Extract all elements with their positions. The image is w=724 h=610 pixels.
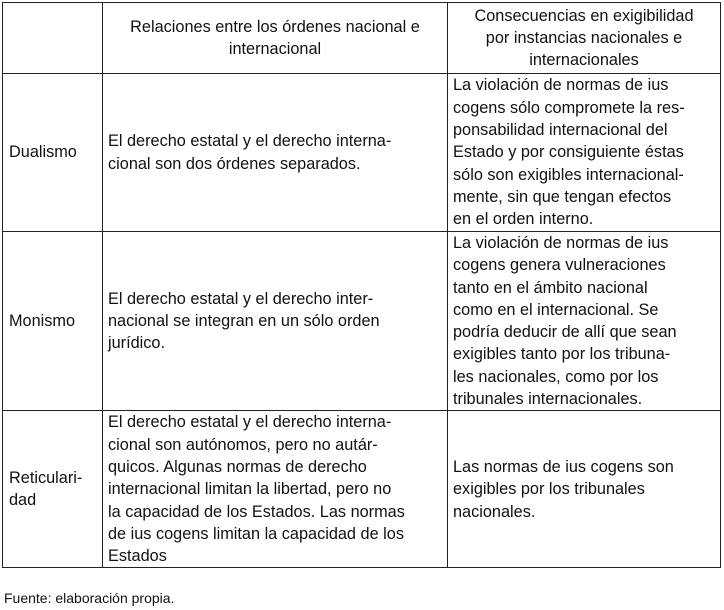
header-empty-cell [3, 3, 103, 74]
header-consequences [448, 3, 721, 74]
consequence-text-monismo: La violación de normas de ius cogens genera vulneraciones tanto en el ámbito nacional como en el internacional. Se podría deducir de allí que sean exigibles tanto por los tribuna- les nacionales, como por los tribunales internacionales. [453, 234, 677, 409]
source-note: Fuente: elaboración propia. [4, 590, 175, 606]
relation-cell [103, 411, 448, 568]
relation-cell [103, 74, 448, 232]
row-label-cell [3, 74, 103, 232]
relation-text-monismo: El derecho estatal y el derecho inter- nacional se integran en un sólo orden jurídico. [108, 289, 380, 353]
comparison-table [2, 2, 721, 568]
header-row [3, 3, 721, 74]
consequence-cell [448, 411, 721, 568]
consequence-cell [448, 74, 721, 232]
row-label-cell [3, 411, 103, 568]
row-label-reticularidad: Reticulari- dad [9, 469, 83, 510]
relation-cell [103, 232, 448, 411]
table-row-monismo [3, 232, 721, 411]
consequence-cell [448, 232, 721, 411]
header-consequences-text: Consecuencias en exigibilidad por instancias nacionales e internacionales [474, 6, 694, 70]
relation-text-reticularidad: El derecho estatal y el derecho interna- cional son autónomos, pero no autár- quicos. Algunas normas de derecho internacional limitan la libertad, pero no la capacidad de los Estados. Las normas de ius cogens limitan la capacidad de los Estados [108, 413, 405, 566]
row-label-monismo: Monismo [9, 312, 76, 331]
relation-text-dualismo: El derecho estatal y el derecho interna- cional son dos órdenes separados. [108, 132, 392, 173]
consequence-text-dualismo: La violación de normas de ius cogens sólo compromete la res- ponsabilidad internacional del Estado y por consiguiente éstas sólo son exigibles internacional- mente, sin que tengan efectos en el orden interno. [453, 76, 685, 229]
row-label-cell [3, 232, 103, 411]
consequence-text-reticularidad: Las normas de ius cogens son exigibles por los tribunales nacionales. [453, 457, 674, 521]
row-label-dualismo: Dualismo [9, 143, 77, 162]
table-row-reticularidad [3, 411, 721, 568]
table-row-dualismo [3, 74, 721, 232]
header-relations [103, 3, 448, 74]
header-relations-text: Relaciones entre los órdenes nacional e internacional [130, 17, 420, 58]
